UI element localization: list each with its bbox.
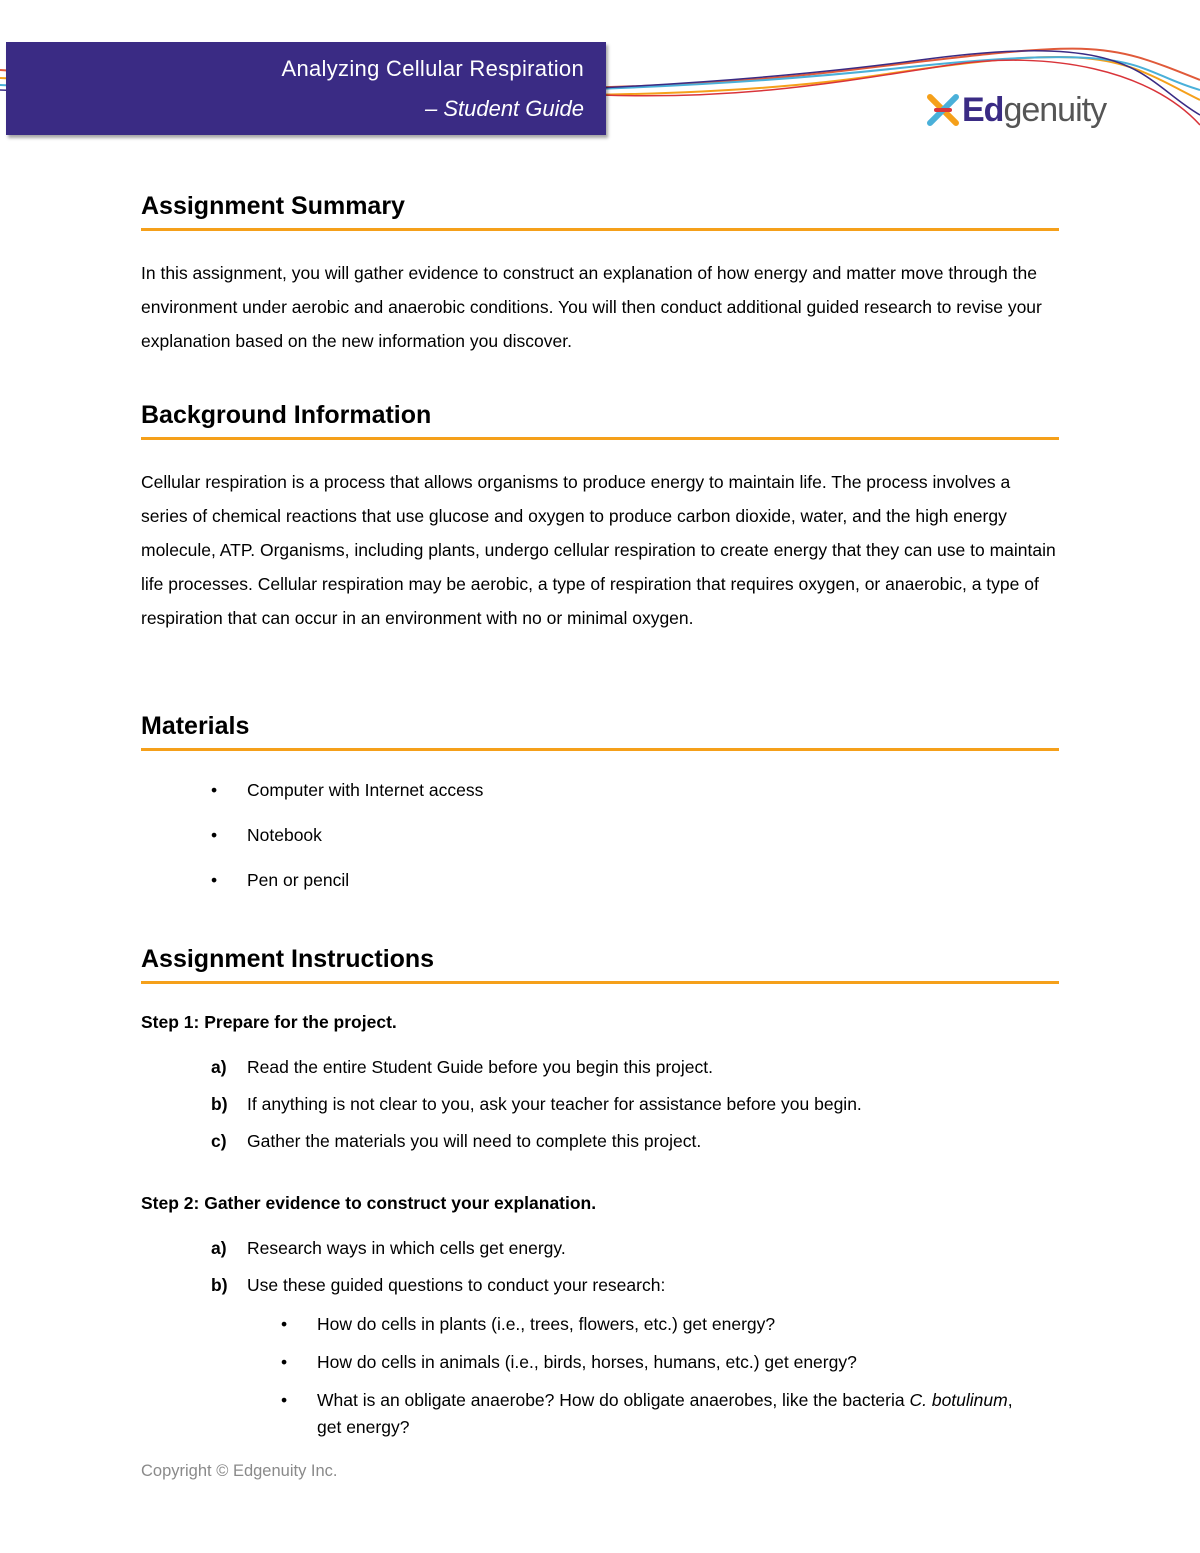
list-item: c) Gather the materials you will need to complete this project. <box>211 1131 702 1151</box>
background-heading: Background Information <box>141 401 1059 440</box>
list-item: • Pen or pencil <box>211 870 350 890</box>
list-item: • Computer with Internet access <box>211 780 484 800</box>
section-background <box>141 401 1059 635</box>
copyright-footer: Copyright © Edgenuity Inc. <box>141 1462 338 1480</box>
edgenuity-x-icon <box>926 93 960 127</box>
summary-heading: Assignment Summary <box>141 192 1059 231</box>
step2-list <box>141 1237 1059 1437</box>
logo-wordmark: Edgenuity <box>962 90 1107 129</box>
instructions-heading: Assignment Instructions <box>141 945 1059 984</box>
document-title: Analyzing Cellular Respiration <box>281 56 584 81</box>
section-summary <box>141 192 1059 358</box>
bullet-icon: • <box>281 1352 288 1372</box>
bullet-icon: • <box>211 825 218 845</box>
bullet-icon: • <box>281 1390 288 1410</box>
section-instructions <box>141 945 1059 1437</box>
bullet-icon: • <box>281 1314 288 1334</box>
background-text: Cellular respiration is a process that allows organisms to produce energy to maintain life. The process involves a series of chemical reactions that use glucose and oxygen to produce carbon dioxide, water, and the high energy molecule, ATP. Organisms, including plants, undergo cellular respiration to create energy that they can use to maintain life processes. Cellular respiration may be aerobic, a type of respiration that requires oxygen, or anaerobic, a type of respiration that can occur in an environment with no or minimal oxygen. <box>141 472 1056 628</box>
list-item: a) Read the entire Student Guide before you begin this project. <box>211 1057 713 1077</box>
list-item: • How do cells in plants (i.e., trees, flowers, etc.) get energy? <box>141 1311 1059 1349</box>
bullet-icon: • <box>211 870 218 890</box>
bullet-icon: • <box>211 780 218 800</box>
section-materials <box>141 712 1059 914</box>
materials-list <box>141 779 1059 914</box>
list-item: b) If anything is not clear to you, ask your teacher for assistance before you begin. <box>211 1094 862 1114</box>
list-item: • Notebook <box>211 825 322 845</box>
list-item: • What is an obligate anaerobe? How do obligate anaerobes, like the bacteria C. botulinum, get energy? <box>141 1387 1059 1425</box>
list-item: a) Research ways in which cells get energy. <box>211 1238 566 1258</box>
document-subtitle: – Student Guide <box>424 96 584 121</box>
edgenuity-logo <box>926 88 1106 132</box>
step2-title: Step 2: Gather evidence to construct your explanation. <box>141 1193 597 1213</box>
step1-list <box>141 1056 1059 1167</box>
materials-heading: Materials <box>141 712 1059 751</box>
list-item: • How do cells in animals (i.e., birds, horses, humans, etc.) get energy? <box>141 1349 1059 1387</box>
list-item: b) Use these guided questions to conduct your research: <box>211 1275 666 1295</box>
summary-text: In this assignment, you will gather evidence to construct an explanation of how energy and matter move through the environment under aerobic and anaerobic conditions. You will then conduct additional guided research to revise your explanation based on the new information you discover. <box>141 263 1042 351</box>
title-banner <box>6 42 606 135</box>
step1-title: Step 1: Prepare for the project. <box>141 1012 397 1032</box>
